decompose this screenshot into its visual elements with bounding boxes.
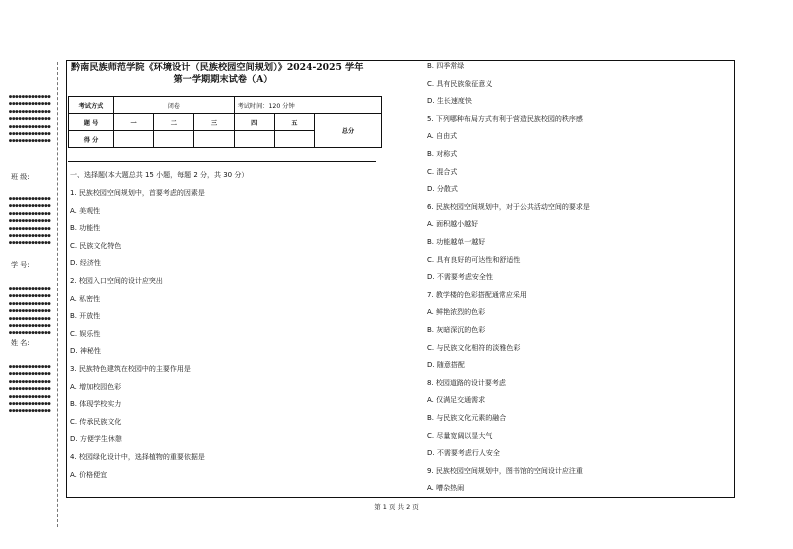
answer-option: C. 传承民族文化 bbox=[70, 417, 122, 426]
answer-option: C. 民族文化特色 bbox=[70, 241, 122, 250]
section-2-header: 二 bbox=[154, 114, 194, 131]
answer-option: D. 方便学生休憩 bbox=[70, 435, 122, 444]
section-5-header: 五 bbox=[274, 114, 314, 131]
section-divider bbox=[68, 161, 376, 162]
exam-method-value: 闭卷 bbox=[114, 97, 235, 114]
section-title: 一、选择题(本大题总共 15 小题，每题 2 分，共 30 分） bbox=[70, 171, 249, 179]
answer-option: A. 私密性 bbox=[70, 294, 101, 303]
section-4-header: 四 bbox=[234, 114, 274, 131]
answer-option: A. 面积越小越好 bbox=[427, 220, 479, 229]
answer-option: B. 与民族文化元素的融合 bbox=[427, 414, 507, 422]
answer-option: C. 具有良好的可达性和舒适性 bbox=[427, 255, 521, 264]
score-cell[interactable] bbox=[114, 131, 154, 148]
exam-method-label: 考试方式 bbox=[69, 97, 114, 114]
answer-option: B. 灰暗深沉的色彩 bbox=[427, 326, 486, 334]
answer-option: B. 开放性 bbox=[70, 312, 101, 321]
question-stem: 7. 教学楼的色彩搭配通常应采用 bbox=[427, 290, 527, 299]
name-label: 姓 名: bbox=[11, 339, 30, 347]
answer-option: D. 随意搭配 bbox=[427, 361, 465, 370]
answer-option: C. 与民族文化相符的淡雅色彩 bbox=[427, 343, 521, 352]
total-label: 总分 bbox=[315, 114, 382, 148]
answer-option: B. 功能越单一越好 bbox=[427, 238, 486, 246]
dot-block-1: ●●●●●●●●●●●●● ●●●●●●●●●●●●● ●●●●●●●●●●●●● ●●●●●●●●●●●●● ●●●●●●●●●●●●● ●●●●●●●●●●●●● ●●●●●●●●●●●●● bbox=[9, 94, 51, 145]
answer-option: D. 不需要考虑安全性 bbox=[427, 273, 493, 282]
answer-option: A. 仅满足交通需求 bbox=[427, 396, 486, 405]
question-no-label: 题 号 bbox=[69, 114, 114, 131]
student-id-label: 学 号: bbox=[11, 261, 30, 269]
answer-option: B. 对称式 bbox=[427, 150, 458, 158]
answer-option: C. 娱乐性 bbox=[70, 329, 101, 338]
answer-option: C. 尽量宽阔以显大气 bbox=[427, 431, 493, 440]
score-label: 得 分 bbox=[69, 131, 114, 148]
answer-option: D. 生长速度快 bbox=[427, 97, 472, 106]
question-stem: 2. 校园入口空间的设计应突出 bbox=[70, 277, 163, 285]
answer-option: A. 自由式 bbox=[427, 132, 458, 141]
score-cell[interactable] bbox=[194, 131, 234, 148]
score-table bbox=[68, 96, 382, 148]
class-label: 班 级: bbox=[11, 173, 30, 181]
question-stem: 8. 校园道路的设计要考虑 bbox=[427, 378, 506, 387]
question-stem: 4. 校园绿化设计中，选择植物的重要依据是 bbox=[70, 453, 205, 461]
score-cell[interactable] bbox=[274, 131, 314, 148]
dot-block-4: ●●●●●●●●●●●●● ●●●●●●●●●●●●● ●●●●●●●●●●●●● ●●●●●●●●●●●●● ●●●●●●●●●●●●● ●●●●●●●●●●●●● ●●●●●●●●●●●●● bbox=[9, 364, 51, 415]
answer-option: A. 鲜艳浓烈的色彩 bbox=[427, 308, 486, 317]
section-1-header: 一 bbox=[114, 114, 154, 131]
answer-option: D. 神秘性 bbox=[70, 347, 101, 356]
question-stem: 6. 民族校园空间规划中，对于公共活动空间的要求是 bbox=[427, 202, 590, 211]
cut-line bbox=[57, 62, 58, 527]
answer-option: A. 美观性 bbox=[70, 206, 101, 215]
exam-time: 考试时间：120 分钟 bbox=[234, 97, 381, 114]
title-line-1: 黔南民族师范学院《环境设计（民族校园空间规划）》2024-2025 学年 bbox=[71, 62, 364, 73]
score-cell[interactable] bbox=[234, 131, 274, 148]
question-stem: 1. 民族校园空间规划中，首要考虑的因素是 bbox=[70, 189, 205, 197]
dot-block-3: ●●●●●●●●●●●●● ●●●●●●●●●●●●● ●●●●●●●●●●●●● ●●●●●●●●●●●●● ●●●●●●●●●●●●● ●●●●●●●●●●●●● ●●●●●●●●●●●●● bbox=[9, 286, 51, 337]
answer-option: B. 功能性 bbox=[70, 224, 101, 233]
dot-block-2: ●●●●●●●●●●●●● ●●●●●●●●●●●●● ●●●●●●●●●●●●● ●●●●●●●●●●●●● ●●●●●●●●●●●●● ●●●●●●●●●●●●● ●●●●●●●●●●●●● bbox=[9, 196, 51, 247]
title-line-2: 第一学期期末试卷（A） bbox=[173, 74, 273, 85]
page-footer: 第 1 页 共 2 页 bbox=[374, 503, 419, 511]
section-3-header: 三 bbox=[194, 114, 234, 131]
answer-option: D. 分散式 bbox=[427, 185, 458, 194]
question-stem: 3. 民族特色建筑在校园中的主要作用是 bbox=[70, 365, 191, 373]
answer-option: C. 具有民族象征意义 bbox=[427, 79, 493, 88]
answer-option: B. 体现学校实力 bbox=[70, 400, 122, 409]
question-stem: 9. 民族校园空间规划中，图书馆的空间设计应注重 bbox=[427, 466, 583, 475]
answer-option: C. 混合式 bbox=[427, 167, 458, 176]
exam-title bbox=[68, 62, 378, 86]
score-cell[interactable] bbox=[154, 131, 194, 148]
answer-option: A. 增加校园色彩 bbox=[70, 382, 122, 391]
question-stem: 5. 下列哪种布局方式有利于营造民族校园的秩序感 bbox=[427, 114, 583, 123]
answer-option: A. 嘈杂热闹 bbox=[427, 484, 465, 493]
answer-option: A. 价格便宜 bbox=[70, 470, 108, 479]
answer-option: B. 四季常绿 bbox=[427, 62, 465, 70]
answer-option: D. 经济性 bbox=[70, 259, 101, 268]
answer-option: D. 不需要考虑行人安全 bbox=[427, 449, 500, 458]
